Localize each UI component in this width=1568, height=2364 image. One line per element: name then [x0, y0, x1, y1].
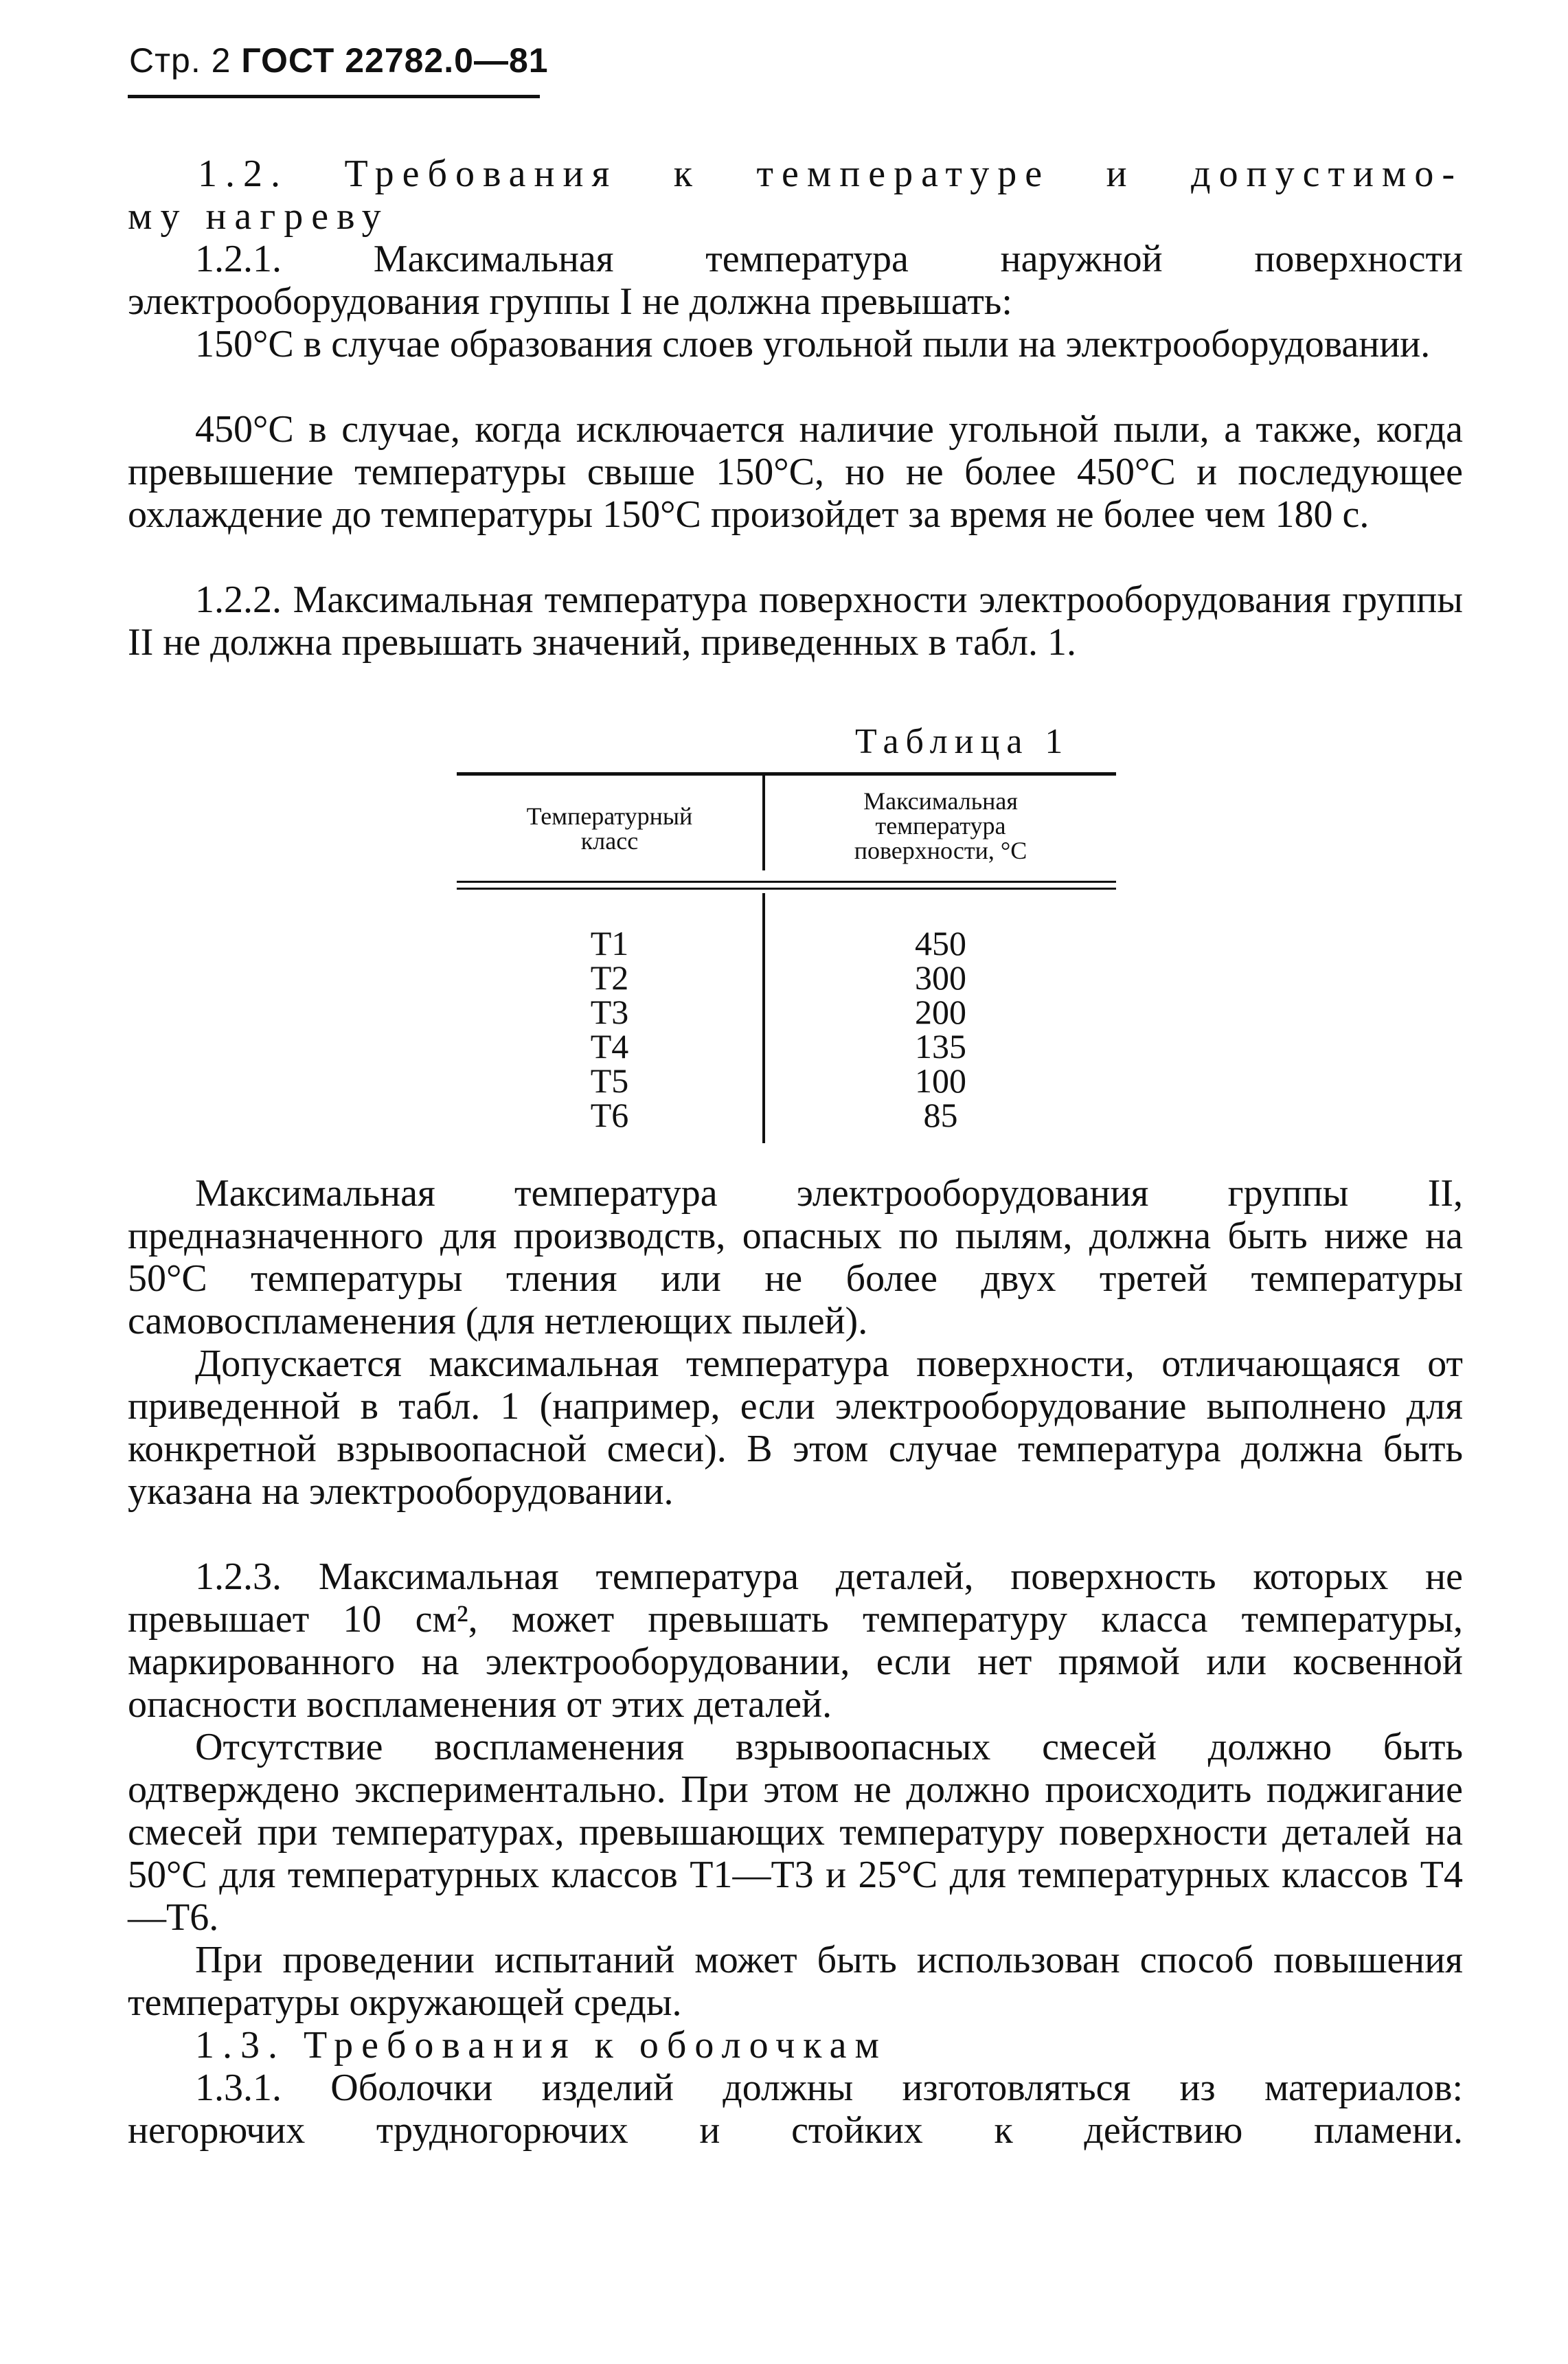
page-label: Стр. 2: [129, 41, 231, 80]
table-top-rule: [457, 772, 1116, 776]
table-row-class: T1: [590, 924, 629, 963]
table-row-class: T4: [590, 1027, 629, 1066]
table-header-rule-1: [457, 881, 1116, 883]
paragraph-1-2-2: 1.2.2. Максимальная температура поверхности электрооборудования группы II не должна превышать значений, приведенных в табл. 1.: [128, 578, 1463, 664]
section-1-2-title-line1: 1.2. Требования к температуре и допустимо-: [198, 153, 1463, 195]
table-caption: Таблица 1: [855, 722, 1070, 761]
section-1-3-title: 1.3. Требования к оболочкам: [195, 2024, 887, 2067]
table-row-class: T3: [590, 993, 629, 1031]
table-header-class: Температурный класс: [526, 802, 693, 855]
paragraph-450: 450°С в случае, когда исключается наличие угольной пыли, а также, когда превышение температуры свыше 150°С, но не более 450°С и последующее охлаждение до температуры 150°С произойдет за время не более чем 180 с.: [128, 408, 1463, 536]
table-row-temp: 450: [915, 924, 966, 963]
table-row-class: T5: [590, 1061, 629, 1100]
paragraph-1-3-1-line2: негорючих трудногорючих и стойких к действию пламени.: [128, 2109, 1463, 2152]
document-code: ГОСТ 22782.0—81: [241, 41, 549, 80]
paragraph-1-3-1-line1: 1.3.1. Оболочки изделий должны изготовляться из материалов:: [195, 2067, 1463, 2109]
table-row-temp: 85: [923, 1096, 958, 1134]
table-row-class: T6: [590, 1096, 629, 1134]
section-1-2-title-line2: му нагреву: [128, 195, 389, 238]
table-header-rule-2: [457, 888, 1116, 890]
paragraph-1-2-3: 1.2.3. Максимальная температура деталей, поверхность которых не превышает 10 см², может превышать температуру класса температуры, маркированного на электрооборудовании, если нет прямой или косвенной опасности воспламенения от этих деталей.: [128, 1555, 1463, 1726]
table-row-temp: 300: [915, 958, 966, 997]
paragraph-1-2-1: 1.2.1. Максимальная температура наружной поверхности электрооборудования группы I не должна превышать:: [128, 238, 1463, 323]
table-row-temp: 100: [915, 1061, 966, 1100]
table-row-temp: 135: [915, 1027, 966, 1066]
header-divider: [128, 95, 540, 98]
table-row-class: T2: [590, 958, 629, 997]
table-row-temp: 200: [915, 993, 966, 1031]
paragraph-allowed-temp: Допускается максимальная температура поверхности, отличающаяся от приведенной в табл. 1 (например, если электрооборудование выполнено для конкретной взрывоопасной смеси). В этом случае температура должна быть указана на электрооборудовании.: [128, 1342, 1463, 1513]
paragraph-absence-ignition: Отсутствие воспламенения взрывоопасных смесей должно быть одтверждено экспериментально. При этом не должно происходить поджигание смесей при температурах, превышающих температуру поверхности деталей на 50°С для температурных классов Т1—Т3 и 25°С для температурных классов Т4—Т6.: [128, 1726, 1463, 1939]
paragraph-group-2-dust: Максимальная температура электрооборудования группы II, предназначенного для производств, опасных по пылям, должна быть ниже на 50°С температуры тления или не более двух третей температуры самовоспламенения (для нетлеющих пылей).: [128, 1172, 1463, 1342]
paragraph-150: 150°С в случае образования слоев угольной пыли на электрооборудовании.: [195, 323, 1431, 365]
table-header-max-temp: Максимальная температура поверхности, °С: [854, 787, 1027, 864]
paragraph-tests: При проведении испытаний может быть использован способ повышения температуры окружающей среды.: [128, 1939, 1463, 2024]
page-header: [129, 40, 549, 81]
